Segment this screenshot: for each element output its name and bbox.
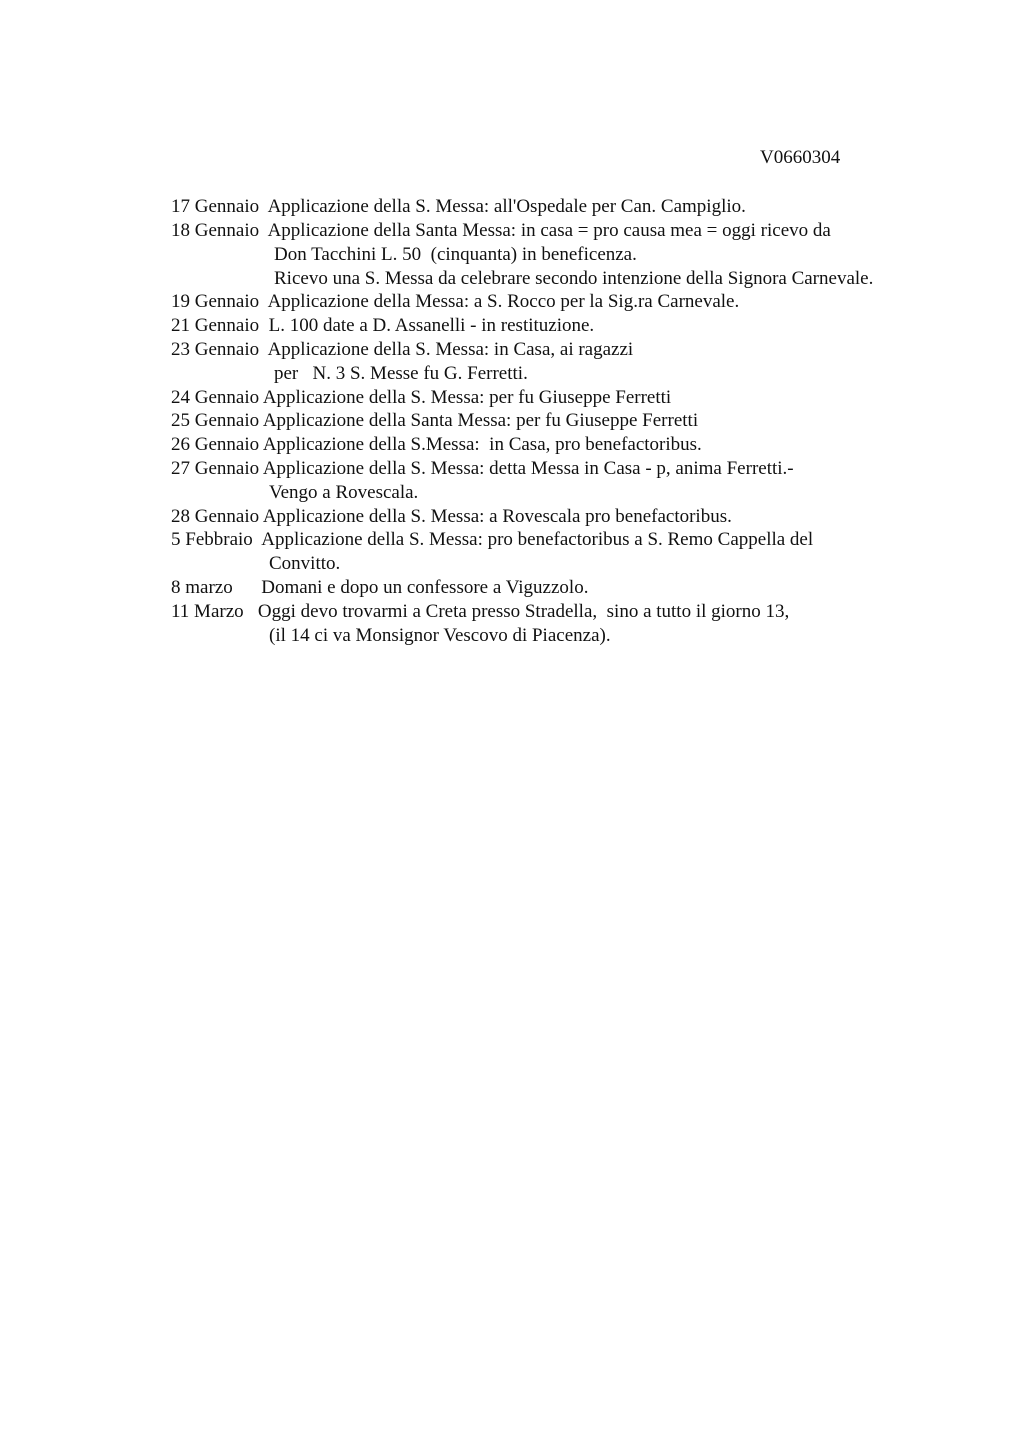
entry-line: 27 Gennaio Applicazione della S. Messa: detta Messa in Casa - p, anima Ferretti.- bbox=[171, 458, 794, 479]
entry-line: 17 Gennaio Applicazione della S. Messa: all'Ospedale per Can. Campiglio. bbox=[171, 196, 746, 217]
document-code: V0660304 bbox=[760, 147, 841, 168]
entry-continuation-line: Vengo a Rovescala. bbox=[269, 482, 419, 503]
entry-line: 24 Gennaio Applicazione della S. Messa: per fu Giuseppe Ferretti bbox=[171, 387, 672, 408]
entry-line: 23 Gennaio Applicazione della S. Messa: in Casa, ai ragazzi bbox=[171, 339, 634, 360]
entry-line: 18 Gennaio Applicazione della Santa Messa: in casa = pro causa mea = oggi ricevo da bbox=[171, 220, 831, 241]
entry-line: 25 Gennaio Applicazione della Santa Messa: per fu Giuseppe Ferretti bbox=[171, 410, 699, 431]
entry-continuation-line: (il 14 ci va Monsignor Vescovo di Piacenza). bbox=[269, 625, 611, 646]
entry-continuation-line: Convitto. bbox=[269, 553, 341, 574]
entry-line: 8 marzo Domani e dopo un confessore a Viguzzolo. bbox=[171, 577, 589, 598]
entry-continuation-line: Don Tacchini L. 50 (cinquanta) in beneficenza. bbox=[274, 244, 637, 265]
entry-line: 26 Gennaio Applicazione della S.Messa: in Casa, pro benefactoribus. bbox=[171, 434, 702, 455]
entry-line: 21 Gennaio L. 100 date a D. Assanelli - in restituzione. bbox=[171, 315, 595, 336]
entry-continuation-line: per N. 3 S. Messe fu G. Ferretti. bbox=[274, 363, 528, 384]
entry-line: 11 Marzo Oggi devo trovarmi a Creta presso Stradella, sino a tutto il giorno 13, bbox=[171, 601, 790, 622]
entry-continuation-line: Ricevo una S. Messa da celebrare secondo intenzione della Signora Carnevale. bbox=[274, 268, 874, 289]
entry-line: 5 Febbraio Applicazione della S. Messa: pro benefactoribus a S. Remo Cappella del bbox=[171, 529, 814, 550]
entry-line: 19 Gennaio Applicazione della Messa: a S. Rocco per la Sig.ra Carnevale. bbox=[171, 291, 740, 312]
entry-line: 28 Gennaio Applicazione della S. Messa: a Rovescala pro benefactoribus. bbox=[171, 506, 732, 527]
